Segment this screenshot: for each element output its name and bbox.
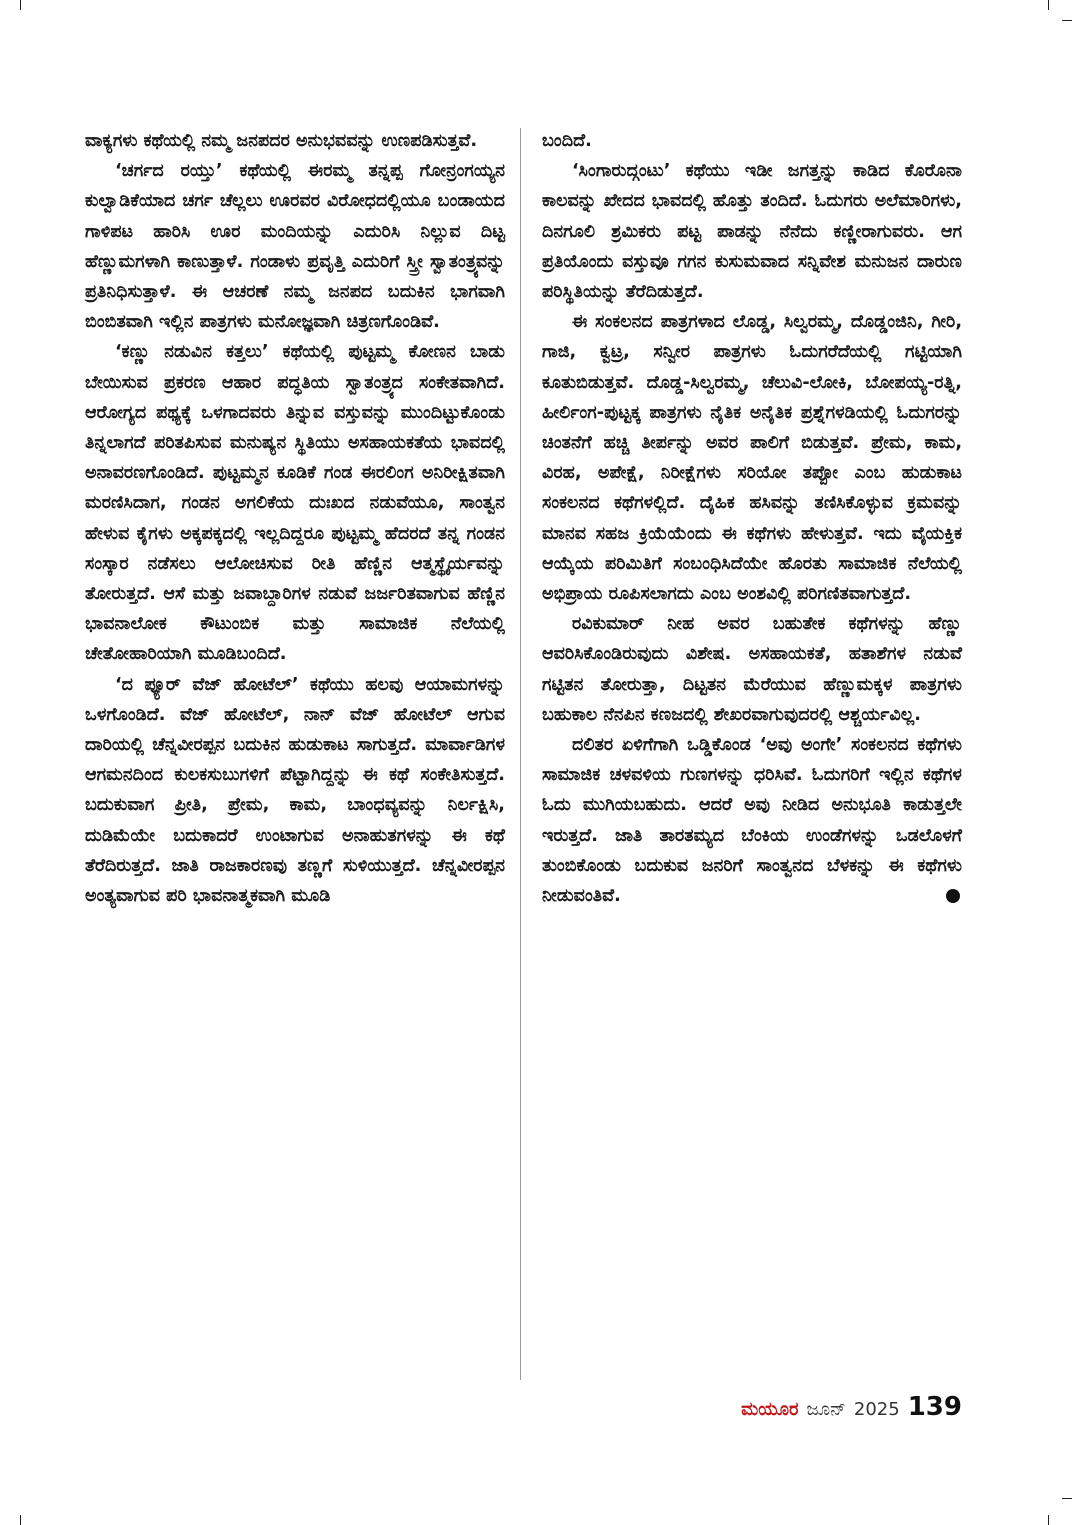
right-column xyxy=(542,126,962,911)
crop-mark-top-right xyxy=(1048,0,1049,10)
paragraph: ‘ಚರ್ಗದ ರಯ್ತು’ ಕಥೆಯಲ್ಲಿ ಈರಮ್ಮ ತನ್ನಪ್ಪ ಗೋನ್ರಂಗಯ್ಯನ ಕುಲ್ವಾಡಿಕೆಯಾದ ಚರ್ಗ ಚೆಲ್ಲಲು ಊರವರ ವಿರೋಧದಲ್ಲಿಯೂ ಬಂಡಾಯದ ಗಾಳಿಪಟ ಹಾರಿಸಿ ಊರ ಮಂದಿಯನ್ನು ಎದುರಿಸಿ ನಿಲ್ಲುವ ದಿಟ್ಟ ಹೆಣ್ಣುಮಗಳಾಗಿ ಕಾಣುತ್ತಾಳೆ. ಗಂಡಾಳು ಪ್ರವೃತ್ತಿ ಎದುರಿಗೆ ಸ್ತ್ರೀ ಸ್ವಾತಂತ್ರ್ಯವನ್ನು ಪ್ರತಿನಿಧಿಸುತ್ತಾಳೆ. ಈ ಆಚರಣೆ ನಮ್ಮ ಜನಪದ ಬದುಕಿನ ಭಾಗವಾಗಿ ಬಿಂಬಿತವಾಗಿ ಇಲ್ಲಿನ ಪಾತ್ರಗಳು ಮನೋಜ್ಞವಾಗಿ ಚಿತ್ರಣಗೊಂಡಿವೆ. xyxy=(85,161,505,333)
paragraph: ‘ದ ಪ್ಯೂರ್ ವೆಜ್ ಹೋಟೆಲ್’ ಕಥೆಯು ಹಲವು ಆಯಾಮಗಳನ್ನು ಒಳಗೊಂಡಿದೆ. ವೆಜ್ ಹೋಟೆಲ್, ನಾನ್ ವೆಜ್ ಹೋಟೆಲ್ ಆಗುವ ದಾರಿಯಲ್ಲಿ ಚೆನ್ನವೀರಪ್ಪನ ಬದುಕಿನ ಹುಡುಕಾಟ ಸಾಗುತ್ತದೆ. ಮಾರ್ವಾಡಿಗಳ ಆಗಮನದಿಂದ ಕುಲಕಸುಬುಗಳಿಗೆ ಪೆಟ್ಟಾಗಿದ್ದನ್ನು ಈ ಕಥೆ ಸಂಕೇತಿಸುತ್ತದೆ. ಬದುಕುವಾಗ ಪ್ರೀತಿ, ಪ್ರೇಮ, ಕಾಮ, ಬಾಂಧವ್ಯವನ್ನು ನಿರ್ಲಕ್ಷಿಸಿ, ದುಡಿಮೆಯೇ ಬದುಕಾದರೆ ಉಂಟಾಗುವ ಅನಾಹುತಗಳನ್ನು ಈ ಕಥೆ ತೆರೆದಿರುತ್ತದೆ. ಜಾತಿ ರಾಜಕಾರಣವು ತಣ್ಣಗೆ ಸುಳಿಯುತ್ತದೆ. ಚೆನ್ನವೀರಪ್ಪನ ಅಂತ್ಯವಾಗುವ ಪರಿ ಭಾವನಾತ್ಮಕವಾಗಿ ಮೂಡಿ xyxy=(85,674,505,907)
crop-mark-right-lower xyxy=(1062,1498,1072,1499)
left-column xyxy=(85,126,505,911)
crop-mark-bottom-right xyxy=(1048,1515,1049,1525)
crop-mark-right-upper xyxy=(1062,20,1072,21)
page-number: 139 xyxy=(907,1392,962,1422)
paragraph: ಈ ಸಂಕಲನದ ಪಾತ್ರಗಳಾದ ಲೊಡ್ಡ, ಸಿಲ್ವರಮ್ಮ, ದೊಡ್ಡಂಜಿನಿ, ಗೀರಿ, ಗಾಜಿ, ಕ್ವಟ್ರ, ಸನ್ವೀರ ಪಾತ್ರಗಳು ಓದುಗರೆದೆಯಲ್ಲಿ ಗಟ್ಟಿಯಾಗಿ ಕೂತುಬಿಡುತ್ತವೆ. ದೊಡ್ಡ-ಸಿಲ್ವರಮ್ಮ, ಚೆಲುವಿ-ಲೋಕಿ, ಬೋಪಯ್ಯ-ರತ್ನಿ, ಹೀರ್ಲಿಂಗ-ಪುಟ್ಟಕ್ಕ ಪಾತ್ರಗಳು ನೈತಿಕ ಅನೈತಿಕ ಪ್ರಶ್ನೆಗಳಡಿಯಲ್ಲಿ ಓದುಗರನ್ನು ಚಿಂತನೆಗೆ ಹಚ್ಚಿ ತೀರ್ಪನ್ನು ಅವರ ಪಾಲಿಗೆ ಬಿಡುತ್ತವೆ. ಪ್ರೇಮ, ಕಾಮ, ವಿರಹ, ಅಪೇಕ್ಷೆ, ನಿರೀಕ್ಷೆಗಳು ಸರಿಯೋ ತಪ್ಪೋ ಎಂಬ ಹುಡುಕಾಟ ಸಂಕಲನದ ಕಥೆಗಳಲ್ಲಿದೆ. ದೈಹಿಕ ಹಸಿವನ್ನು ತಣಿಸಿಕೊಳ್ಳುವ ಕ್ರಮವನ್ನು ಮಾನವ ಸಹಜ ಕ್ರಿಯೆಯೆಂದು ಈ ಕಥೆಗಳು ಹೇಳುತ್ತವೆ. ಇದು ವೈಯಕ್ತಿಕ ಆಯ್ಕೆಯ ಪರಿಮಿತಿಗೆ ಸಂಬಂಧಿಸಿದೆಯೇ ಹೊರತು ಸಾಮಾಜಿಕ ನೆಲೆಯಲ್ಲಿ ಅಭಿಪ್ರಾಯ ರೂಪಿಸಲಾಗದು ಎಂಬ ಅಂಶವಿಲ್ಲಿ ಪರಿಗಣಿತವಾಗುತ್ತದೆ. xyxy=(542,312,962,605)
paragraph: ‘ಕಣ್ಣು ನಡುವಿನ ಕತ್ತಲು’ ಕಥೆಯಲ್ಲಿ ಪುಟ್ಟಮ್ಮ ಕೋಣನ ಬಾಡು ಬೇಯಿಸುವ ಪ್ರಕರಣ ಆಹಾರ ಪದ್ಧತಿಯ ಸ್ವಾತಂತ್ರ್ಯದ ಸಂಕೇತವಾಗಿದೆ. ಆರೋಗ್ಯದ ಪಥ್ಯಕ್ಕೆ ಒಳಗಾದವರು ತಿನ್ನುವ ವಸ್ತುವನ್ನು ಮುಂದಿಟ್ಟುಕೊಂಡು ತಿನ್ನಲಾಗದೆ ಪರಿತಪಿಸುವ ಮನುಷ್ಯನ ಸ್ಥಿತಿಯು ಅಸಹಾಯಕತೆಯ ಭಾವದಲ್ಲಿ ಅನಾವರಣಗೊಂಡಿದೆ. ಪುಟ್ಟಮ್ಮನ ಕೂಡಿಕೆ ಗಂಡ ಈರಲಿಂಗ ಅನಿರೀಕ್ಷಿತವಾಗಿ ಮರಣಿಸಿದಾಗ, ಗಂಡನ ಅಗಲಿಕೆಯ ದುಃಖದ ನಡುವೆಯೂ, ಸಾಂತ್ವನ ಹೇಳುವ ಕೈಗಳು ಅಕ್ಕಪಕ್ಕದಲ್ಲಿ ಇಲ್ಲದಿದ್ದರೂ ಪುಟ್ಟಮ್ಮ ಹೆದರದೆ ತನ್ನ ಗಂಡನ ಸಂಸ್ಕಾರ ನಡೆಸಲು ಆಲೋಚಿಸುವ ರೀತಿ ಹೆಣ್ಣಿನ ಆತ್ಮಸ್ಥೈರ್ಯವನ್ನು ತೋರುತ್ತದೆ. ಆಸೆ ಮತ್ತು ಜವಾಬ್ದಾರಿಗಳ ನಡುವೆ ಜರ್ಜರಿತವಾಗುವ ಹೆಣ್ಣಿನ ಭಾವನಾಲೋಕ ಕೌಟುಂಬಿಕ ಮತ್ತು ಸಾಮಾಜಿಕ ನೆಲೆಯಲ್ಲಿ ಚೇತೋಹಾರಿಯಾಗಿ ಮೂಡಿಬಂದಿದೆ. xyxy=(85,342,506,665)
column-divider xyxy=(520,128,521,1380)
crop-mark-top-left xyxy=(20,0,21,10)
page-footer xyxy=(0,1392,962,1422)
paragraph-last xyxy=(542,730,962,911)
crop-mark-bottom-left xyxy=(20,1515,21,1525)
issue-month: ಜೂನ್ xyxy=(806,1399,846,1420)
issue-year: 2025 xyxy=(853,1399,900,1420)
paragraph-text: ದಲಿತರ ಏಳಿಗೆಗಾಗಿ ಒಡ್ಡಿಕೊಂಡ ‘ಅವು ಅಂಗೇ’ ಸಂಕಲನದ ಕಥೆಗಳು ಸಾಮಾಜಿಕ ಚಳವಳಿಯ ಗುಣಗಳನ್ನು ಧರಿಸಿವೆ. ಓದುಗರಿಗೆ ಇಲ್ಲಿನ ಕಥೆಗಳ ಓದು ಮುಗಿಯಬಹುದು. ಆದರೆ ಅವು ನೀಡಿದ ಅನುಭೂತಿ ಕಾಡುತ್ತಲೇ ಇರುತ್ತದೆ. ಜಾತಿ ತಾರತಮ್ಯದ ಬೆಂಕಿಯ ಉಂಡೆಗಳನ್ನು ಒಡಲೊಳಗೆ ತುಂಬಿಕೊಂಡು ಬದುಕುವ ಜನರಿಗೆ ಸಾಂತ್ವನದ ಬೆಳಕನ್ನು ಈ ಕಥೆಗಳು ನೀಡುವಂತಿವೆ. xyxy=(542,735,962,907)
end-bullet-icon xyxy=(946,889,960,903)
paragraph: ವಾಕ್ಯಗಳು ಕಥೆಯಲ್ಲಿ ನಮ್ಮ ಜನಪದರ ಅನುಭವವನ್ನು ಉಣಪಡಿಸುತ್ತವೆ. xyxy=(85,131,478,151)
magazine-logo: ಮಯೂರ xyxy=(741,1399,799,1420)
paragraph: ರವಿಕುಮಾರ್ ನೀಹ ಅವರ ಬಹುತೇಕ ಕಥೆಗಳನ್ನು ಹೆಣ್ಣು ಆವರಿಸಿಕೊಂಡಿರುವುದು ವಿಶೇಷ. ಅಸಹಾಯಕತೆ, ಹತಾಶೆಗಳ ನಡುವೆ ಗಟ್ಟಿತನ ತೋರುತ್ತಾ, ದಿಟ್ಟತನ ಮೆರೆಯುವ ಹೆಣ್ಣುಮಕ್ಕಳ ಪಾತ್ರಗಳು ಬಹುಕಾಲ ನೆನಪಿನ ಕಣಜದಲ್ಲಿ ಶೇಖರವಾಗುವುದರಲ್ಲಿ ಆಶ್ಚರ್ಯವಿಲ್ಲ. xyxy=(542,614,962,725)
paragraph: ‘ಸಿಂಗಾರುದ್ಗಂಟು’ ಕಥೆಯು ಇಡೀ ಜಗತ್ತನ್ನು ಕಾಡಿದ ಕೊರೊನಾ ಕಾಲವನ್ನು ಖೇದದ ಭಾವದಲ್ಲಿ ಹೊತ್ತು ತಂದಿದೆ. ಓದುಗರು ಅಲೆಮಾರಿಗಳು, ದಿನಗೂಲಿ ಶ್ರಮಿಕರು ಪಟ್ಟ ಪಾಡನ್ನು ನೆನೆದು ಕಣ್ಣೀರಾಗುವರು. ಆಗ ಪ್ರತಿಯೊಂದು ವಸ್ತುವೂ ಗಗನ ಕುಸುಮವಾದ ಸನ್ನಿವೇಶ ಮನುಜನ ದಾರುಣ ಪರಿಸ್ಥಿತಿಯನ್ನು ತೆರೆದಿಡುತ್ತದೆ. xyxy=(542,161,962,303)
paragraph: ಬಂದಿದೆ. xyxy=(542,131,592,151)
